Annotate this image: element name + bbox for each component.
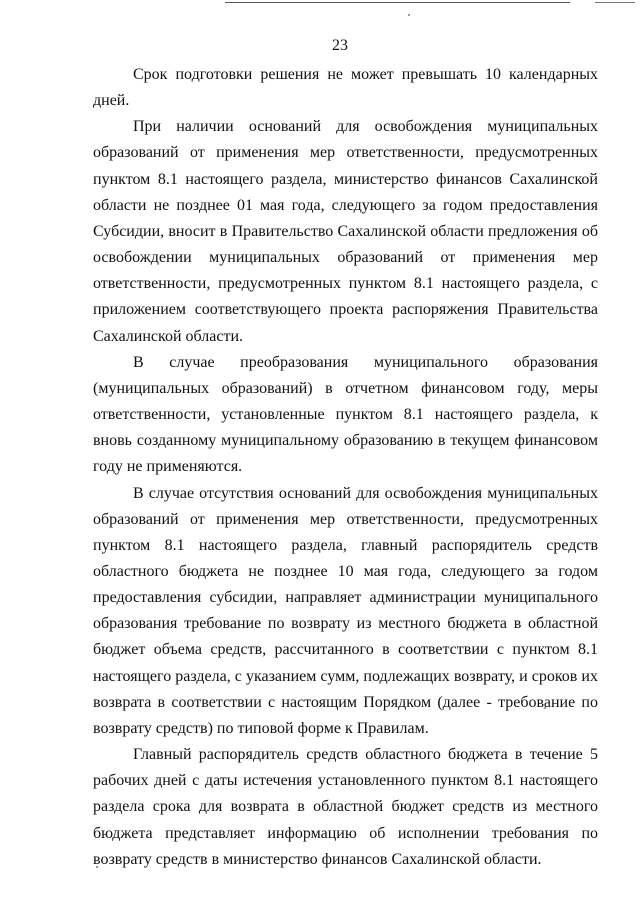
scan-speck	[408, 14, 410, 16]
paragraph-decision-deadline: Срок подготовки решения не может превышать 10 календарных дней.	[93, 66, 598, 110]
paragraph-exemption-grounds: При наличии оснований для освобождения муниципальных образований от применения мер ответственности, предусмотренных пунктом 8.1 настоящего раздела, министерство финансов Сахалинской области не позднее 01 мая года, следующего за годом предоставления Субсидии, вносит в Правительство Сахалинской области предложения об освобождении муниципальных образований от применения мер ответственности, предусмотренных пунктом 8.1 настоящего раздела, с приложением соответствующего проекта распоряжения Правительства Сахалинской области.	[93, 118, 598, 345]
scan-top-rule	[225, 2, 570, 3]
document-body	[93, 62, 598, 873]
paragraph-municipal-transformation: В случае преобразования муниципального образования (муниципальных образований) в отчетном финансовом году, меры ответственности, установленные пунктом 8.1 настоящего раздела, к вновь созданному муниципальному образованию в текущем финансовом году не применяются.	[93, 353, 598, 476]
paragraph-refund-report: Главный распорядитель средств областного бюджета в течение 5 рабочих дней с даты истечения установленного пунктом 8.1 настоящего раздела срока для возврата в областной бюджет средств из местного бюджета представляет информацию об исполнении требования по возврату средств в министерство финансов Сахалинской области.	[93, 746, 598, 868]
page-number: 23	[332, 37, 348, 54]
scan-top-rule-fragment	[595, 2, 635, 3]
paragraph-refund-demand: В случае отсутствия оснований для освобождения муниципальных образований от применения мер ответственности, предусмотренных пунктом 8.1 настоящего раздела, главный распорядитель средств областного бюджета не позднее 10 мая года, следующего за годом предоставления субсидии, направляет администрации муниципального образования требование по возврату из местного бюджета в областной бюджет объема средств, рассчитанного в соответствии с пунктом 8.1 настоящего раздела, с указанием сумм, подлежащих возврату, и сроков их возврата в соответствии с настоящим Порядком (далее - требование по возврату средств) по типовой форме к Правилам.	[93, 484, 598, 737]
